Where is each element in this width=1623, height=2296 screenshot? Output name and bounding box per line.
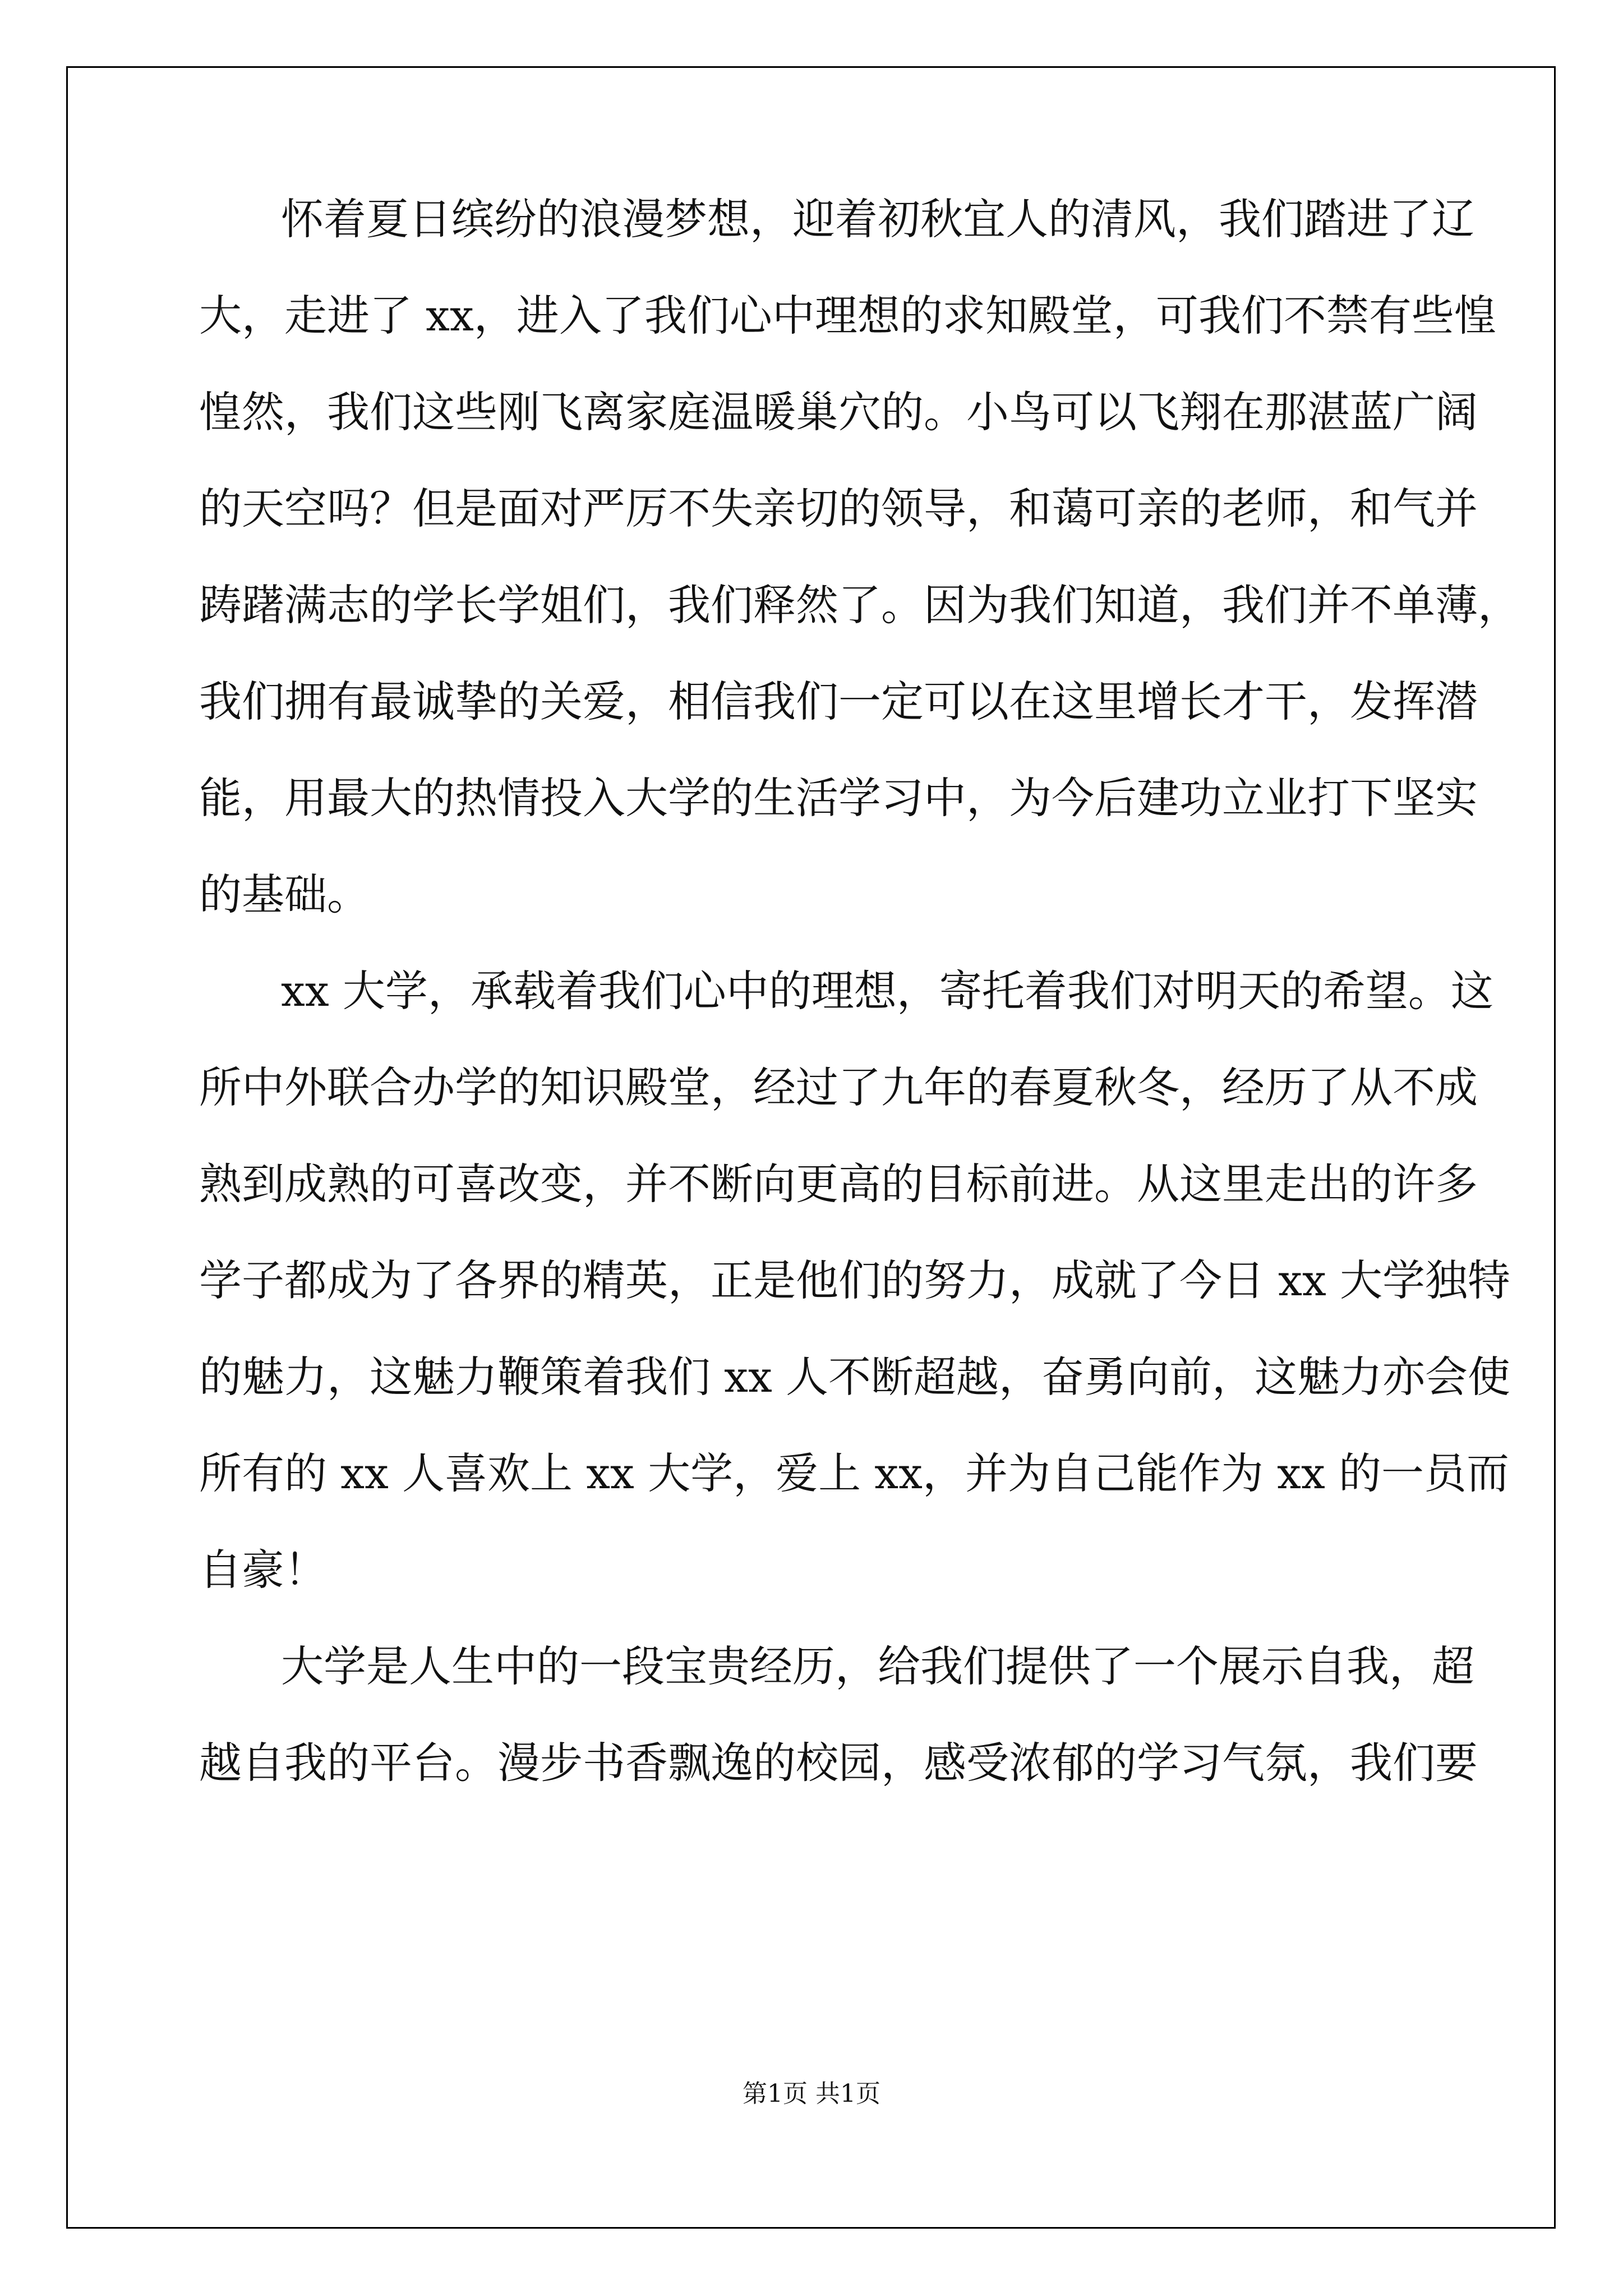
paragraph-3-line-1: 大学是人生中的一段宝贵经历，给我们提供了一个展示自我，超 xyxy=(281,1641,1474,1691)
paragraph-1-line-2: 大，走进了 xx，进入了我们心中理想的求知殿堂，可我们不禁有些惶 xyxy=(199,291,1497,341)
paragraph-2-line-2: 所中外联合办学的知识殿堂，经过了九年的春夏秋冬，经历了从不成 xyxy=(199,1062,1478,1112)
paragraph-1-line-1: 怀着夏日缤纷的浪漫梦想，迎着初秋宜人的清风，我们踏进了辽 xyxy=(281,194,1474,244)
paragraph-2-line-1: xx 大学，承载着我们心中的理想，寄托着我们对明天的希望。这 xyxy=(281,966,1493,1016)
paragraph-3-line-2: 越自我的平台。漫步书香飘逸的校园，感受浓郁的学习气氛，我们要 xyxy=(199,1738,1478,1788)
paragraph-2-line-3: 熟到成熟的可喜改变，并不断向更高的目标前进。从这里走出的许多 xyxy=(199,1159,1478,1209)
page-number-footer: 第1页 共1页 xyxy=(743,2079,880,2108)
paragraph-1-line-7: 能，用最大的热情投入大学的生活学习中，为今后建功立业打下坚实 xyxy=(199,773,1478,823)
paragraph-2-line-6: 所有的 xx 人喜欢上 xx 大学，爱上 xx，并为自己能作为 xx 的一员而 xyxy=(199,1448,1509,1498)
paragraph-1-line-6: 我们拥有最诚挚的关爱，相信我们一定可以在这里增长才干，发挥潜 xyxy=(199,677,1478,726)
document-body xyxy=(199,185,1520,1825)
paragraph-1-line-5: 踌躇满志的学长学姐们，我们释然了。因为我们知道，我们并不单薄， xyxy=(199,580,1520,630)
paragraph-2-line-5: 的魅力，这魅力鞭策着我们 xx 人不断超越，奋勇向前，这魅力亦会使 xyxy=(199,1352,1511,1402)
paragraph-1-line-8: 的基础。 xyxy=(199,869,370,919)
paragraph-1-line-4: 的天空吗？但是面对严厉不失亲切的领导，和蔼可亲的老师，和气并 xyxy=(199,484,1478,533)
paragraph-1-line-3: 惶然，我们这些刚飞离家庭温暖巢穴的。小鸟可以飞翔在那湛蓝广阔 xyxy=(199,387,1478,437)
paragraph-2-line-7: 自豪！ xyxy=(199,1545,327,1595)
paragraph-2-line-4: 学子都成为了各界的精英，正是他们的努力，成就了今日 xx 大学独特 xyxy=(199,1255,1511,1305)
